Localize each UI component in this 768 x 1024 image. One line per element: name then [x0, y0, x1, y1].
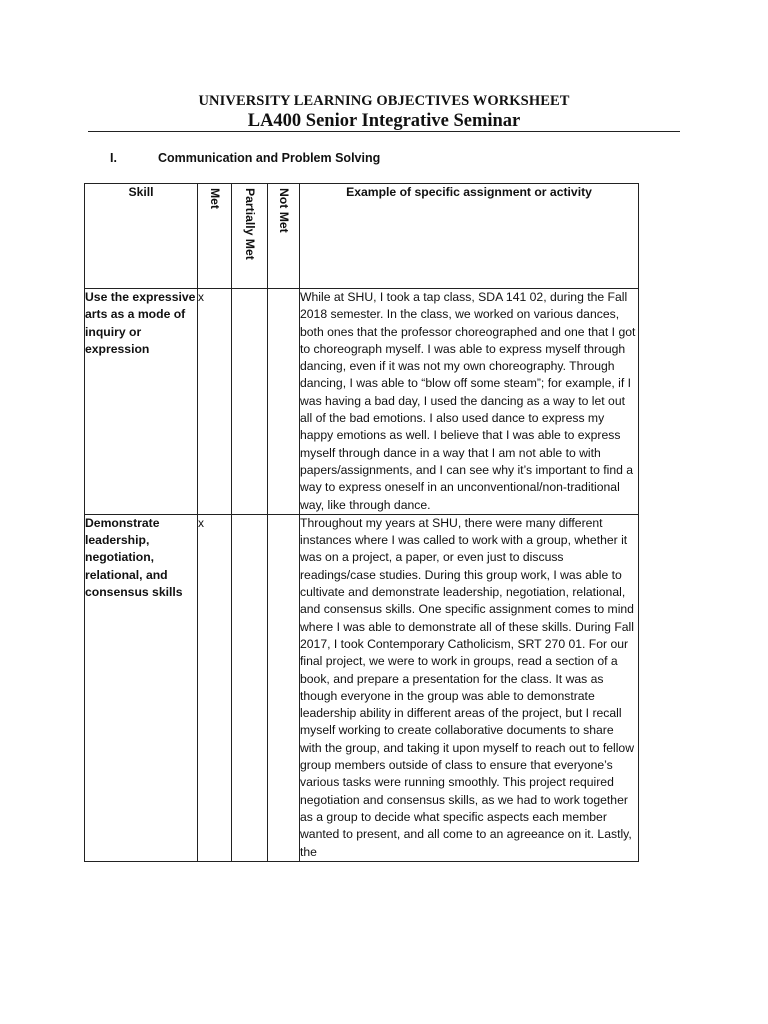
example-cell: Throughout my years at SHU, there were many different instances where I was called to work with a group, whether it was on a project, a paper, or even just to discuss readings/case studies. During this group work, I was able to cultivate and demonstrate leadership, negotiation, relational, and consensus skills. One specific assignment comes to mind where I was able to demonstrate all of these skills. During Fall 2017, I took Contemporary Catholicism, SRT 270 01. For our final project, we were to work in groups, read a section of a book, and prepare a presentation for the class. It was as though everyone in the group was able to demonstrate leadership ability in different areas of the project, but I recall myself working to create collaborative documents to share with the group, and taking it upon myself to reach out to fellow group members outside of class to ensure that everyone’s various tasks were running smoothly. This project required negotiation and consensus skills, as we had to work together as a group to decide what specific aspects each member wanted to present, and all come to an agreeance on it. Lastly, the [300, 514, 639, 861]
table-row [85, 289, 639, 515]
table-header-row [85, 184, 639, 289]
not-met-cell [268, 289, 300, 515]
example-cell: While at SHU, I took a tap class, SDA 141 02, during the Fall 2018 semester. In the class, we worked on various dances, both ones that the professor choreographed and one that I got to choreograph myself. I was able to express myself through dancing, even if it was not my own choreography. Through dancing, I was able to “blow off some steam”; for example, if I was having a bad day, I used the dancing as a way to let out all of the bad emotions. I also used dance to express my happy emotions as well. I believe that I was able to express myself through dance in a way that I am not able to with papers/assignments, and I can see why it’s important to find a way to express oneself in an unconventional/non-traditional way, like through dance. [300, 289, 639, 515]
column-header-example: Example of specific assignment or activity [300, 184, 639, 289]
column-header-met-label: Met [208, 188, 223, 209]
worksheet-header [88, 92, 680, 132]
column-header-met [198, 184, 232, 289]
section-title: Communication and Problem Solving [158, 151, 381, 165]
column-header-skill: Skill [85, 184, 198, 289]
course-title: LA400 Senior Integrative Seminar [247, 111, 521, 131]
objectives-table [84, 183, 639, 862]
column-header-partially-met [232, 184, 268, 289]
met-cell: x [198, 514, 232, 861]
partially-met-cell [232, 289, 268, 515]
partially-met-cell [232, 514, 268, 861]
header-divider [88, 131, 680, 132]
section-heading [110, 150, 380, 166]
not-met-cell [268, 514, 300, 861]
section-number: I. [110, 151, 117, 165]
column-header-not-met [268, 184, 300, 289]
skill-cell: Use the expressive arts as a mode of inquiry or expression [85, 289, 198, 515]
table-row [85, 514, 639, 861]
column-header-partially-met-label: Partially Met [243, 188, 258, 260]
met-cell: x [198, 289, 232, 515]
skill-cell: Demonstrate leadership, negotiation, relational, and consensus skills [85, 514, 198, 861]
column-header-not-met-label: Not Met [277, 188, 292, 233]
worksheet-title: UNIVERSITY LEARNING OBJECTIVES WORKSHEET [198, 93, 570, 109]
